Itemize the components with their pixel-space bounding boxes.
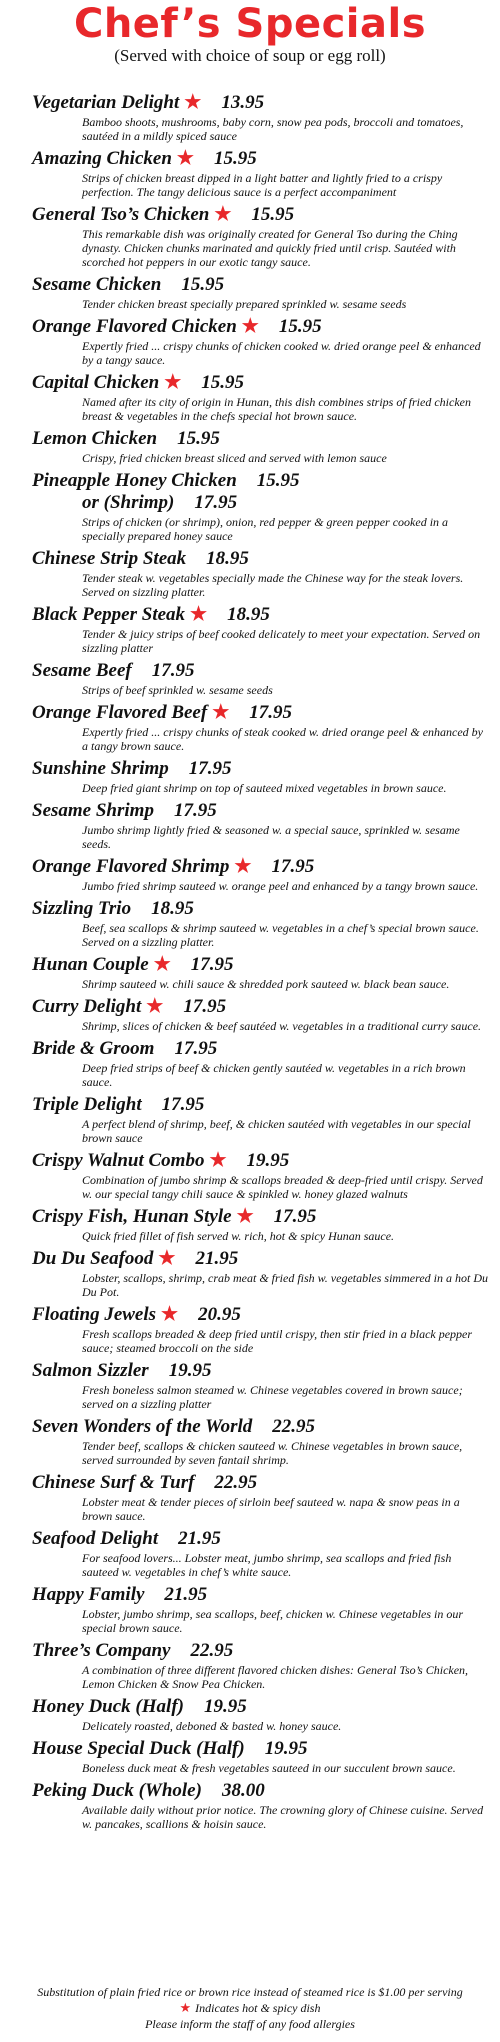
item-description: Deep fried giant shrimp on top of sauteed mixed vegetables in brown sauce.: [82, 781, 447, 795]
item-description: Shrimp sauteed w. chili sauce & shredded pork sauteed w. black bean sauce.: [82, 977, 450, 991]
menu-list: [32, 92, 492, 1836]
item-name: Crispy Walnut Combo: [32, 1150, 205, 1171]
hot-star-icon: ★: [161, 1304, 179, 1325]
item-description: Strips of chicken breast dipped in a light batter and lightly fried to a crispy perfection. The tangy delicious sauce is a perfect accompaniment: [82, 171, 443, 199]
item-price: 15.95: [201, 372, 245, 393]
item-header: [32, 604, 492, 626]
menu-item: [32, 1038, 492, 1089]
item-name: Chinese Surf & Turf: [32, 1472, 195, 1493]
item-price: 21.95: [178, 1528, 221, 1549]
menu-footer: [0, 1984, 500, 2032]
menu-item: [32, 470, 492, 543]
item-header: [32, 702, 492, 724]
item-name: Bride & Groom: [32, 1038, 155, 1059]
page-title: Chef’s Specials: [73, 1, 427, 47]
menu-item: [32, 1206, 492, 1243]
menu-item: [32, 1584, 492, 1635]
item-header: [32, 204, 492, 226]
menu-item: [32, 1360, 492, 1411]
hot-star-icon: ★: [164, 372, 182, 393]
item-price: 21.95: [164, 1584, 208, 1605]
menu-item: [32, 604, 492, 655]
item-header: [32, 470, 492, 492]
item-description: Tender & juicy strips of beef cooked delicately to meet your expectation. Served on sizzling platter: [82, 627, 481, 655]
item-description: Named after its city of origin in Hunan, this dish combines strips of fried chicken breast & vegetables in the chefs special hot brown sauce.: [82, 395, 471, 423]
item-name: Seven Wonders of the World: [32, 1416, 253, 1437]
hot-star-icon: ★: [179, 2000, 192, 2015]
item-description: Beef, sea scallops & shrimp sauteed w. vegetables in a chef’s special brown sauce. Served on a sizzling platter.: [82, 921, 479, 949]
menu-item: [32, 148, 492, 199]
item-header: [32, 1360, 492, 1382]
item-name: Sunshine Shrimp: [32, 758, 169, 779]
item-header: [32, 428, 492, 450]
item-price: 17.95: [151, 660, 195, 681]
item-price: 17.95: [271, 856, 315, 877]
menu-item: [32, 428, 492, 465]
item-price: 13.95: [221, 92, 265, 113]
item-header: [32, 1038, 492, 1060]
item-name: Peking Duck (Whole): [32, 1780, 202, 1801]
item-description: Quick fried fillet of fish served w. rich, hot & spicy Hunan sauce.: [82, 1229, 395, 1243]
menu-item: [32, 1416, 492, 1467]
item-header: [32, 274, 492, 296]
item-name: Sizzling Trio: [32, 898, 132, 919]
hot-star-icon: ★: [209, 1150, 227, 1171]
menu-item: [32, 372, 492, 423]
menu-item: [32, 758, 492, 795]
item-header: [32, 660, 492, 682]
item-name: Hunan Couple: [32, 954, 149, 975]
menu-item: [32, 856, 492, 893]
hot-star-icon: ★: [184, 92, 202, 113]
item-header: [32, 1738, 492, 1760]
item-name: Chinese Strip Steak: [32, 548, 187, 569]
item-description: This remarkable dish was originally created for General Tso during the Ching dynasty. Chicken chunks marinated and quickly fried until crisp. Sautéed with scorched hot peppers in our exotic tangy sauce.: [82, 227, 458, 269]
hot-star-icon: ★: [241, 316, 259, 337]
item-header: [32, 148, 492, 170]
menu-item: [32, 1780, 492, 1831]
item-price: 22.95: [272, 1416, 316, 1437]
item-price: 15.95: [251, 204, 295, 225]
item-price: 15.95: [256, 470, 300, 491]
item-name: Sesame Beef: [32, 660, 132, 681]
hot-star-icon: ★: [214, 204, 232, 225]
item-description: For seafood lovers... Lobster meat, jumbo shrimp, sea scallops and fried fish sauteed w. vegetables in chef’s white sauce.: [82, 1551, 452, 1579]
menu-item: [32, 1640, 492, 1691]
item-name: Vegetarian Delight: [32, 92, 180, 113]
menu-item: [32, 1304, 492, 1355]
hot-star-icon: ★: [158, 1248, 176, 1269]
item-header: [32, 1584, 492, 1606]
item-header: [32, 316, 492, 338]
item-description: Bamboo shoots, mushrooms, baby corn, snow pea pods, broccoli and tomatoes, sautéed in a mildly spiced sauce: [82, 115, 464, 143]
item-price: 21.95: [195, 1248, 239, 1269]
item-description: A perfect blend of shrimp, beef, & chicken sautéed with vegetables in our special brown sauce: [82, 1117, 471, 1145]
item-price: 17.95: [161, 1094, 205, 1115]
item-name: Orange Flavored Beef: [32, 702, 208, 723]
menu-item: [32, 1738, 492, 1775]
menu-item: [32, 1150, 492, 1201]
item-subline-label: or (Shrimp): [82, 492, 175, 513]
item-description: A combination of three different flavored chicken dishes: General Tso’s Chicken, Lemon Chicken & Snow Pea Chicken.: [82, 1663, 469, 1691]
item-header: [32, 372, 492, 394]
menu-item: [32, 548, 492, 599]
item-name: Lemon Chicken: [32, 428, 158, 449]
item-description: Lobster meat & tender pieces of sirloin beef sauteed w. napa & snow peas in a brown sauce.: [82, 1495, 460, 1523]
item-description: Tender beef, scallops & chicken sauteed w. Chinese vegetables in brown sauce, served surrounded by seven fantail shrimp.: [82, 1439, 463, 1467]
hot-star-icon: ★: [146, 996, 164, 1017]
item-price: 18.95: [206, 548, 249, 569]
item-header: [32, 1094, 492, 1116]
item-name: Du Du Seafood: [32, 1248, 154, 1269]
menu-item: [32, 954, 492, 991]
item-price: 38.00: [221, 1780, 265, 1801]
item-subline-price: 17.95: [194, 492, 238, 513]
item-description: Expertly fried ... crispy chunks of steak cooked w. dried orange peel & enhanced by a tangy brown sauce.: [82, 725, 483, 753]
item-price: 20.95: [198, 1304, 241, 1325]
item-price: 19.95: [203, 1696, 247, 1717]
item-price: 22.95: [214, 1472, 258, 1493]
item-header: [32, 1528, 492, 1550]
item-price: 19.95: [264, 1738, 308, 1759]
item-header: [32, 1150, 492, 1172]
item-name: Pineapple Honey Chicken: [32, 470, 237, 491]
item-description: Lobster, jumbo shrimp, sea scallops, beef, chicken w. Chinese vegetables in our special brown sauce.: [82, 1607, 464, 1635]
item-description: Tender chicken breast specially prepared sprinkled w. sesame seeds: [82, 297, 407, 311]
item-name: General Tso’s Chicken: [32, 204, 210, 225]
item-description: Jumbo fried shrimp sauteed w. orange peel and enhanced by a tangy brown sauce.: [82, 879, 479, 893]
item-header: [32, 92, 492, 114]
menu-item: [32, 1696, 492, 1733]
item-header: [32, 1696, 492, 1718]
item-price: 18.95: [151, 898, 194, 919]
item-header: [32, 800, 492, 822]
item-price: 17.95: [173, 800, 217, 821]
allergy-note: Please inform the staff of any food allergies: [145, 2017, 355, 2031]
item-price: 15.95: [213, 148, 257, 169]
item-header: [32, 1304, 492, 1326]
menu-item: [32, 1248, 492, 1299]
item-header: [32, 758, 492, 780]
item-price: 17.95: [174, 1038, 218, 1059]
item-description: Expertly fried ... crispy chunks of chicken cooked w. dried orange peel & enhanced by a tangy sauce.: [82, 339, 481, 367]
menu-item: [32, 204, 492, 269]
item-name: Orange Flavored Shrimp: [32, 856, 230, 877]
item-description: Boneless duck meat & fresh vegetables sauteed in our succulent brown sauce.: [82, 1761, 456, 1775]
menu-item: [32, 1528, 492, 1579]
item-header: [32, 954, 492, 976]
menu-item: [32, 274, 492, 311]
item-description: Fresh scallops breaded & deep fried until crispy, then stir fried in a black pepper sauce; steamed broccoli on the side: [82, 1327, 473, 1355]
item-description: Lobster, scallops, shrimp, crab meat & fried fish w. vegetables simmered in a hot Du Du Pot.: [82, 1271, 488, 1299]
item-price: 17.95: [183, 996, 227, 1017]
item-price: 15.95: [278, 316, 322, 337]
item-description: Fresh boneless salmon steamed w. Chinese vegetables covered in brown sauce; served on a sizzling platter: [82, 1383, 463, 1411]
item-price: 19.95: [246, 1150, 290, 1171]
item-description: Delicately roasted, deboned & basted w. honey sauce.: [82, 1719, 342, 1733]
item-name: Seafood Delight: [32, 1528, 159, 1549]
menu-item: [32, 996, 492, 1033]
item-description: Combination of jumbo shrimp & scallops breaded & deep-fried until crispy. Served w. our special tangy chili sauce & spinkled w. honey glazed walnuts: [82, 1173, 483, 1201]
hot-star-icon: ★: [236, 1206, 254, 1227]
hot-star-icon: ★: [190, 604, 208, 625]
item-header: [32, 1206, 492, 1228]
item-description: Deep fried strips of beef & chicken gently sautéed w. vegetables in a rich brown sauce.: [82, 1061, 466, 1089]
menu-item: [32, 1094, 492, 1145]
item-price: 17.95: [249, 702, 292, 723]
item-description: Strips of chicken (or shrimp), onion, red pepper & green pepper cooked in a specially prepared honey sauce: [82, 515, 449, 543]
item-name: Sesame Shrimp: [32, 800, 154, 821]
item-description: Crispy, fried chicken breast sliced and served with lemon sauce: [82, 451, 387, 465]
item-name: Triple Delight: [32, 1094, 142, 1115]
item-name: Three’s Company: [32, 1640, 171, 1661]
item-name: Happy Family: [32, 1584, 145, 1605]
item-name: Amazing Chicken: [32, 148, 172, 169]
item-name: Honey Duck (Half): [32, 1696, 184, 1717]
item-name: Salmon Sizzler: [32, 1360, 149, 1381]
item-price: 18.95: [227, 604, 270, 625]
item-description: Jumbo shrimp lightly fried & seasoned w. a special sauce, sprinkled w. sesame seeds.: [82, 823, 460, 851]
item-name: Crispy Fish, Hunan Style: [32, 1206, 232, 1227]
item-description: Available daily without prior notice. The crowning glory of Chinese cuisine. Served w. pancakes, scallions & hoisin sauce.: [82, 1803, 484, 1831]
menu-header: [0, 1, 500, 66]
menu-item: [32, 316, 492, 367]
item-description: Tender steak w. vegetables specially made the Chinese way for the steak lovers. Served on sizzling platter.: [82, 571, 464, 599]
item-header: [32, 1248, 492, 1270]
item-price: 22.95: [190, 1640, 234, 1661]
item-name: Capital Chicken: [32, 372, 160, 393]
item-header: [32, 548, 492, 570]
menu-item: [32, 702, 492, 753]
menu-item: [32, 898, 492, 949]
menu-item: [32, 660, 492, 697]
hot-star-icon: ★: [234, 856, 252, 877]
menu-item: [32, 1472, 492, 1523]
page-subtitle: (Served with choice of soup or egg roll): [114, 46, 386, 65]
hot-spicy-legend: [0, 2000, 500, 2016]
item-price: 17.95: [188, 758, 232, 779]
hot-star-icon: ★: [176, 148, 194, 169]
item-header: [32, 1472, 492, 1494]
menu-item: [32, 800, 492, 851]
item-header: [32, 1780, 492, 1802]
item-price: 19.95: [168, 1360, 212, 1381]
item-name: Black Pepper Steak: [32, 604, 186, 625]
item-name: Curry Delight: [32, 996, 142, 1017]
item-name: Floating Jewels: [32, 1304, 157, 1325]
menu-item: [32, 92, 492, 143]
item-price: 15.95: [177, 428, 220, 449]
item-price: 15.95: [181, 274, 225, 295]
item-header: [32, 1416, 492, 1438]
item-description: Strips of beef sprinkled w. sesame seeds: [82, 683, 273, 697]
item-header: [32, 1640, 492, 1662]
substitution-note: Substitution of plain fried rice or brown rice instead of steamed rice is $1.00 per serving: [37, 1985, 463, 1999]
item-header: [32, 856, 492, 878]
item-name: Orange Flavored Chicken: [32, 316, 237, 337]
hot-star-icon: ★: [212, 702, 230, 723]
item-name: Sesame Chicken: [32, 274, 162, 295]
item-price: 17.95: [190, 954, 234, 975]
item-name: House Special Duck (Half): [32, 1738, 245, 1759]
legend-text: Indicates hot & spicy dish: [195, 2001, 321, 2015]
hot-star-icon: ★: [153, 954, 171, 975]
item-header: [32, 996, 492, 1018]
item-header: [32, 898, 492, 920]
item-subline: [32, 492, 492, 514]
item-description: Shrimp, slices of chicken & beef sautéed w. vegetables in a traditional curry sauce.: [82, 1019, 482, 1033]
item-price: 17.95: [273, 1206, 317, 1227]
